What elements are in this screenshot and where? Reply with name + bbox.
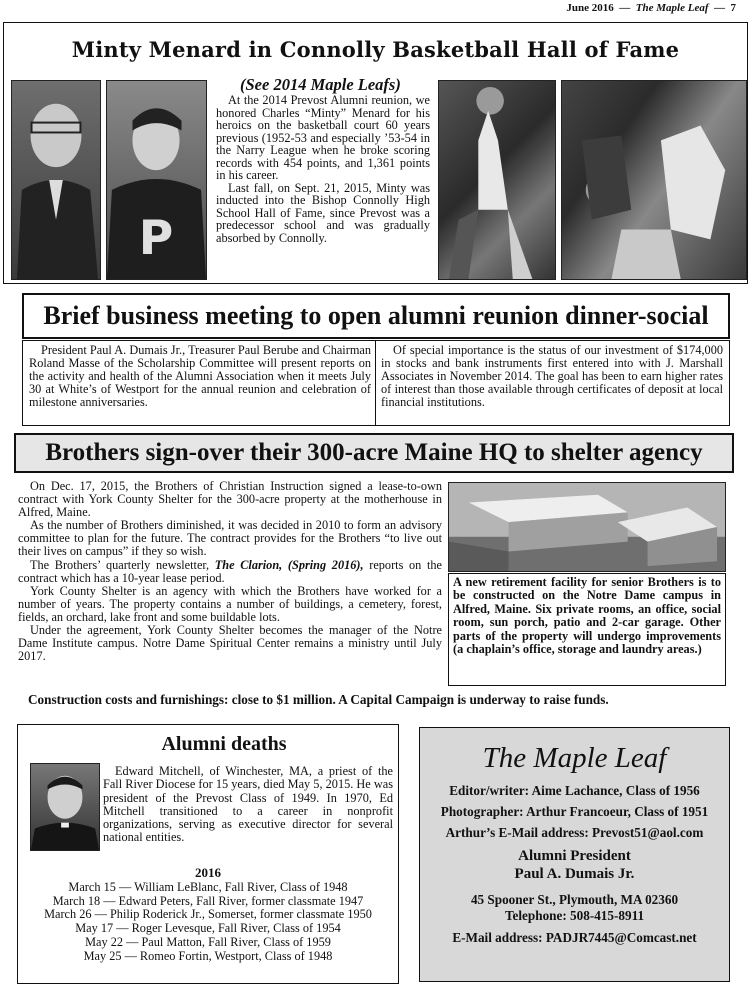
svg-text:P: P bbox=[138, 211, 174, 267]
masthead-photographer-email: Arthur’s E-Mail address: Prevost51@aol.com bbox=[445, 825, 704, 840]
photo-building-rendering bbox=[448, 482, 726, 572]
article1-body bbox=[216, 94, 430, 244]
photo-young-man-letter-sweater bbox=[106, 80, 207, 280]
photo-caption: A new retirement facility for senior Brothers is to be constructed on the Notre Dame campus in Alfred, Maine. Six private rooms, an office, social room, sun porch, patio and 2-car garage. Other parts of the property will undergo improvements (a chaplain’s office, storage and laundry areas.) bbox=[453, 575, 721, 657]
construction-note: Construction costs and furnishings: close to $1 million. A Capital Campaign is underway to raise funds. bbox=[28, 692, 609, 707]
list-item: March 26 — Philip Roderick Jr., Somerset, former classmate 1950 bbox=[44, 907, 372, 922]
masthead-address: 45 Spooner St., Plymouth, MA 02360 bbox=[470, 892, 679, 907]
deaths-year: 2016 bbox=[195, 865, 221, 880]
alumni-deaths-box bbox=[17, 724, 399, 984]
article3-headline: Brothers sign-over their 300-acre Maine HQ to shelter agency bbox=[45, 439, 703, 466]
photo-basketball-jump bbox=[438, 80, 556, 280]
running-head: June 2016 — The Maple Leaf — 7 bbox=[566, 2, 736, 14]
publication-name: The Maple Leaf bbox=[635, 2, 709, 14]
article1-headline: Minty Menard in Connolly Basketball Hall of Fame bbox=[71, 37, 680, 62]
column-divider bbox=[375, 341, 376, 425]
article1-paragraph: Last fall, on Sept. 21, 2015, Minty was inducted into the Bishop Connolly High School Hall of Fame, since Prevost was a predecessor school and was gradually absorbed by Connolly. bbox=[216, 180, 430, 245]
masthead-box bbox=[419, 727, 730, 982]
list-item: May 22 — Paul Matton, Fall River, Class of 1959 bbox=[85, 934, 331, 949]
masthead-title: The Maple Leaf bbox=[482, 742, 667, 774]
article2-column-right bbox=[381, 344, 723, 409]
page-number: 7 bbox=[730, 2, 736, 14]
article2-paragraph: President Paul A. Dumais Jr., Treasurer Paul Berube and Chairman Roland Masse of the Scholarship Committee will present reports on the activity and health of the Alumni Association when it meets July 30 at White’s of Westport for the annual reunion and celebration of milestone anniversaries. bbox=[29, 343, 371, 409]
article3-paragraph bbox=[18, 559, 442, 585]
article3-text: The Brothers’ quarterly newsletter, bbox=[30, 557, 215, 572]
masthead-editor: Editor/writer: Aime Lachance, Class of 1956 bbox=[449, 783, 700, 798]
masthead-photographer: Photographer: Arthur Francoeur, Class of 1951 bbox=[440, 804, 709, 819]
masthead-email: E-Mail address: PADJR7445@Comcast.net bbox=[452, 930, 697, 945]
list-item: May 17 — Roger Levesque, Fall River, Class of 1954 bbox=[75, 921, 341, 936]
article1-subhead: (See 2014 Maple Leafs) bbox=[240, 75, 401, 94]
list-item: March 15 — William LeBlanc, Fall River, Class of 1948 bbox=[68, 880, 348, 894]
article-hall-of-fame bbox=[3, 22, 748, 284]
article3-body bbox=[18, 480, 442, 663]
article2-headline-box bbox=[22, 293, 730, 339]
obituary-paragraph: Edward Mitchell, of Winchester, MA, a priest of the Fall River Diocese for 15 years, died May 5, 2015. He was president of the Prevost Class of 1949. In 1970, Ed Mitchell transitioned to a career in nonprofit organizations, serving as executive director for several national entities. bbox=[103, 764, 393, 845]
masthead-telephone: Telephone: 508-415-8911 bbox=[504, 908, 645, 923]
deaths-heading: Alumni deaths bbox=[161, 733, 287, 755]
article3-paragraph: As the number of Brothers diminished, it was decided in 2010 to form an advisory committee to plan for the future. The contract provides for the Brothers “to live out their lives on campus” if they so wish. bbox=[18, 518, 442, 559]
article1-paragraph: At the 2014 Prevost Alumni reunion, we honored Charles “Minty” Menard for his heroics on the basketball court 60 years previous (1952-53 and especially ’53-54 in the Narry League when he broke scoring records with 454 points, and 1,361 points in his career. bbox=[216, 93, 430, 182]
issue-date: June 2016 bbox=[566, 2, 614, 14]
deaths-list bbox=[18, 881, 398, 963]
article3-headline-box bbox=[14, 433, 734, 473]
photo-caption-box bbox=[448, 573, 726, 686]
obituary-text bbox=[103, 765, 393, 845]
article3-paragraph: On Dec. 17, 2015, the Brothers of Christian Instruction signed a lease-to-own contract with York County Shelter for the 300-acre property at the motherhouse in Alfred, Maine. bbox=[18, 479, 442, 520]
article2-headline: Brief business meeting to open alumni reunion dinner-social bbox=[43, 301, 709, 330]
article3-paragraph: Under the agreement, York County Shelter becomes the manager of the Notre Dame Institute campus. Notre Dame Spiritual Center remains a ministry until July 2017. bbox=[18, 623, 442, 664]
masthead-president-title: Alumni President bbox=[518, 848, 631, 864]
article2-paragraph: Of special importance is the status of our investment of $174,000 in stocks and bank instruments first entered into with J. Marshall Associates in November 2014. The goal has been to earn higher rates of interest than those available through certificates of deposit at local financial institutions. bbox=[381, 343, 723, 409]
article2-column-left bbox=[29, 344, 371, 409]
article3-paragraph: York County Shelter is an agency with which the Brothers have worked for a number of years. The property contains a number of buildings, a cemetery, forest, fields, an orchard, lake front and some buildable lots. bbox=[18, 583, 442, 624]
photo-elderly-man bbox=[11, 80, 101, 280]
newsletter-title: The Clarion, (Spring 2016), bbox=[214, 557, 364, 572]
masthead-president-name: Paul A. Dumais Jr. bbox=[514, 866, 635, 882]
photo-priest-portrait bbox=[30, 763, 100, 851]
article3-text: reports on the contract which has a 10-year lease period. bbox=[18, 557, 442, 585]
article2-body-box bbox=[22, 340, 730, 426]
photo-basketball-scramble bbox=[561, 80, 747, 280]
list-item: March 18 — Edward Peters, Fall River, former classmate 1947 bbox=[52, 893, 364, 908]
list-item: May 25 — Romeo Fortin, Westport, Class of 1948 bbox=[83, 948, 333, 963]
